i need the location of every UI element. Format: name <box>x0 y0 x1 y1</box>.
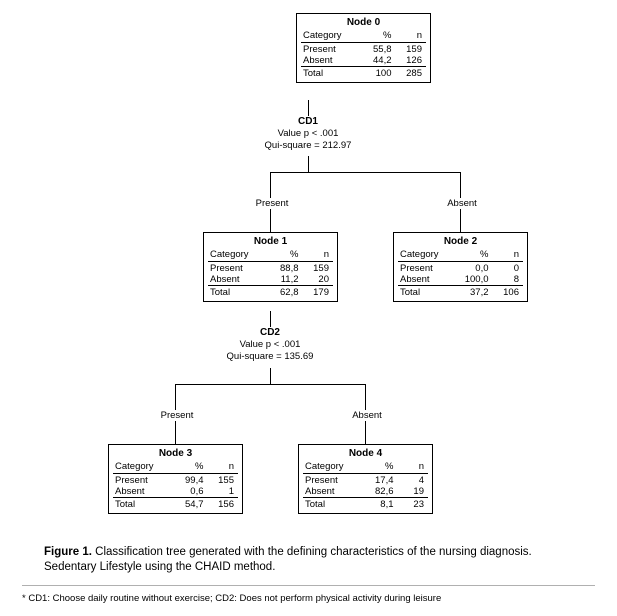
edge-label-cd2-present <box>145 410 209 421</box>
node-2-title: Node 2 <box>443 236 478 247</box>
edge-label-cd1-present <box>240 198 304 209</box>
node-1-row-1-pct: 11,2 <box>280 274 299 285</box>
node-4-row-0-pct: 17,4 <box>375 475 394 486</box>
node-4-header-category: Category <box>303 461 356 474</box>
table-row <box>301 43 426 56</box>
node-4-row-1-label: Absent <box>305 486 335 497</box>
split-cd2-pvalue: Value p < .001 <box>239 339 301 350</box>
node-1-total-pct: 62,8 <box>261 286 301 299</box>
split-cd2 <box>190 327 350 363</box>
node-4[interactable] <box>298 444 433 514</box>
node-0-total-n: 285 <box>394 67 427 80</box>
table-row <box>303 486 428 498</box>
node-0-header-pct: % <box>354 30 394 43</box>
node-1-total-label: Total <box>208 286 261 299</box>
table-row <box>303 474 428 487</box>
table-row <box>398 262 523 275</box>
node-3[interactable] <box>108 444 243 514</box>
node-2-row-1-pct: 100,0 <box>464 274 489 285</box>
node-1-header-pct: % <box>261 249 301 262</box>
node-2-header-pct: % <box>451 249 491 262</box>
table-row-total <box>208 286 333 299</box>
edge-label-cd2-absent <box>335 410 399 421</box>
node-3-title: Node 3 <box>158 448 193 459</box>
node-4-header-pct: % <box>356 461 396 474</box>
node-3-total-label: Total <box>113 498 166 511</box>
node-1-row-1-n: 20 <box>318 274 329 285</box>
node-0-total-pct: 100 <box>354 67 394 80</box>
node-1-table <box>208 249 333 298</box>
node-4-row-1-pct: 82,6 <box>375 486 394 497</box>
node-1-header-category: Category <box>208 249 261 262</box>
table-row-total <box>398 286 523 299</box>
node-4-total-pct: 8,1 <box>356 498 396 511</box>
figure-caption-text: Classification tree generated with the defining characteristics of the nursing diagnosis. Sedentary Lifestyle using the CHAID method. <box>44 546 532 573</box>
node-2-table <box>398 249 523 298</box>
node-3-row-1-label: Absent <box>115 486 145 497</box>
node-3-row-0-label: Present <box>115 475 148 486</box>
connector-level1-horizontal <box>270 172 460 173</box>
node-2-total-label: Total <box>398 286 451 299</box>
node-0[interactable] <box>296 13 431 83</box>
node-4-total-label: Total <box>303 498 356 511</box>
table-row-total <box>303 498 428 511</box>
node-2-total-pct: 37,2 <box>451 286 491 299</box>
node-4-row-0-n: 4 <box>418 475 424 486</box>
node-0-row-1-pct: 44,2 <box>373 55 392 66</box>
table-row <box>301 55 426 67</box>
node-4-total-n: 23 <box>396 498 429 511</box>
node-1-total-n: 179 <box>301 286 334 299</box>
edge-label-cd1-absent-text: Absent <box>447 198 477 209</box>
node-4-row-1-n: 19 <box>413 486 424 497</box>
node-4-title: Node 4 <box>348 448 383 459</box>
edge-label-cd2-absent-text: Absent <box>352 410 382 421</box>
node-1-row-1-label: Absent <box>210 274 240 285</box>
connector-cd2-down <box>270 368 271 384</box>
table-row <box>208 262 333 275</box>
node-3-row-0-n: 155 <box>218 475 234 486</box>
table-row-total <box>301 67 426 80</box>
node-4-header-n: n <box>396 461 429 474</box>
table-row-total <box>113 498 238 511</box>
split-cd1-pvalue: Value p < .001 <box>277 128 339 139</box>
figure-footnote: * CD1: Choose daily routine without exercise; CD2: Does not perform physical activity during leisure <box>22 593 442 604</box>
node-3-row-1-n: 1 <box>228 486 234 497</box>
node-1-row-0-label: Present <box>210 263 243 274</box>
node-2-header-category: Category <box>398 249 451 262</box>
node-2-total-n: 106 <box>491 286 524 299</box>
node-0-row-1-n: 126 <box>406 55 422 66</box>
node-0-table <box>301 30 426 79</box>
table-row <box>113 474 238 487</box>
node-2[interactable] <box>393 232 528 302</box>
table-row <box>208 274 333 286</box>
node-0-row-0-n: 159 <box>406 44 422 55</box>
node-0-row-0-pct: 55,8 <box>373 44 392 55</box>
node-3-header-n: n <box>206 461 239 474</box>
split-cd1 <box>228 116 388 152</box>
node-3-row-1-pct: 0,6 <box>190 486 204 497</box>
node-0-total-label: Total <box>301 67 354 80</box>
figure-caption <box>44 545 579 575</box>
node-3-total-n: 156 <box>206 498 239 511</box>
node-2-row-1-n: 8 <box>513 274 519 285</box>
node-0-row-1-label: Absent <box>303 55 333 66</box>
split-cd2-variable: CD2 <box>259 327 280 338</box>
footnote-divider <box>22 585 595 586</box>
node-2-header-n: n <box>491 249 524 262</box>
node-0-header-category: Category <box>301 30 354 43</box>
node-1-header-n: n <box>301 249 334 262</box>
node-0-header-n: n <box>394 30 427 43</box>
connector-node0-cd1 <box>308 100 309 116</box>
table-row <box>398 274 523 286</box>
node-1[interactable] <box>203 232 338 302</box>
connector-cd1-down <box>308 156 309 172</box>
connector-node1-cd2 <box>270 311 271 327</box>
connector-level2-horizontal <box>175 384 365 385</box>
split-cd1-variable: CD1 <box>297 116 318 127</box>
table-row <box>113 486 238 498</box>
node-1-row-0-pct: 88,8 <box>280 263 299 274</box>
node-3-table <box>113 461 238 510</box>
node-0-row-0-label: Present <box>303 44 336 55</box>
split-cd2-statistic: Qui-square = 135.69 <box>226 351 314 362</box>
node-3-header-pct: % <box>166 461 206 474</box>
node-1-title: Node 1 <box>253 236 288 247</box>
node-2-row-1-label: Absent <box>400 274 430 285</box>
node-1-row-0-n: 159 <box>313 263 329 274</box>
node-0-title: Node 0 <box>346 17 381 28</box>
node-2-row-0-label: Present <box>400 263 433 274</box>
figure-caption-label: Figure 1. <box>44 546 92 558</box>
edge-label-cd2-present-text: Present <box>160 410 194 421</box>
node-4-table <box>303 461 428 510</box>
node-3-total-pct: 54,7 <box>166 498 206 511</box>
node-4-row-0-label: Present <box>305 475 338 486</box>
edge-label-cd1-absent <box>430 198 494 209</box>
split-cd1-statistic: Qui-square = 212.97 <box>264 140 352 151</box>
node-2-row-0-pct: 0,0 <box>475 263 489 274</box>
node-3-header-category: Category <box>113 461 166 474</box>
node-2-row-0-n: 0 <box>513 263 519 274</box>
node-3-row-0-pct: 99,4 <box>185 475 204 486</box>
edge-label-cd1-present-text: Present <box>255 198 289 209</box>
